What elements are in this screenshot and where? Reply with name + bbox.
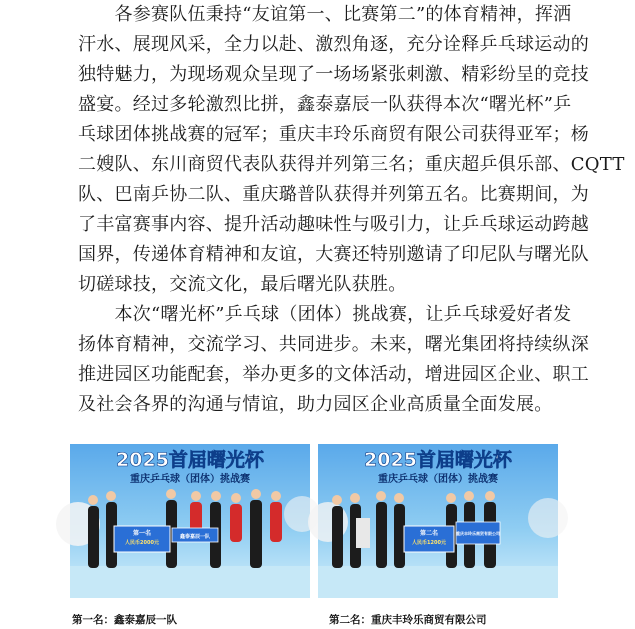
board-label: 第一名 [132, 530, 152, 537]
text-line: 扬体育精神，交流学习、共同进步。未来，曙光集团将持续纵深 [78, 334, 589, 355]
board-prize: 人民币2000元 [125, 540, 159, 546]
photo-caption-first: 第一名：鑫泰嘉辰一队 [72, 614, 177, 626]
text-line: 盛宴。经过多轮激烈比拼，鑫泰嘉辰一队获得本次“曙光杯”乒 [78, 94, 572, 115]
text-line: 二嫂队、东川商贸代表队获得并列第三名；重庆超乒俱乐部、CQTT [78, 154, 625, 175]
banner-subtitle: 重庆乒乓球（团体）挑战赛 [130, 474, 250, 485]
text-line: 队、巴南乒协二队、重庆璐普队获得并列第五名。比赛期间，为 [78, 184, 589, 205]
banner-title: 2025首届曙光杯 [364, 449, 512, 471]
award-photo-image [70, 444, 310, 598]
article-body [78, 0, 625, 420]
text-line: 独特魅力，为现场观众呈现了一场场紧张刺激、精彩纷呈的竞技 [78, 64, 589, 85]
text-line: 各参赛队伍秉持“友谊第一、比赛第二”的体育精神，挥洒 [78, 4, 572, 25]
banner-subtitle: 重庆乒乓球（团体）挑战赛 [378, 474, 498, 485]
award-photo-image [318, 444, 558, 598]
award-photo-second-place [318, 444, 558, 598]
text-line: 了丰富赛事内容、提升活动趣味性与吸引力，让乒乓球运动跨越 [78, 214, 589, 235]
board-team: 重庆丰玲乐商贸有限公司 [456, 531, 500, 536]
board-team: 鑫泰嘉辰一队 [179, 534, 211, 540]
text-line: 国界，传递体育精神和友谊，大赛还特别邀请了印尼队与曙光队 [78, 244, 589, 265]
board-prize: 人民币1200元 [412, 540, 446, 546]
board-label: 第二名 [419, 530, 439, 537]
text-line: 切磋球技，交流文化，最后曙光队获胜。 [78, 274, 407, 295]
award-photo-first-place [70, 444, 310, 598]
text-line: 乓球团体挑战赛的冠军；重庆丰玲乐商贸有限公司获得亚军；杨 [78, 124, 589, 145]
banner-title: 2025首届曙光杯 [116, 449, 264, 471]
text-line: 及社会各界的沟通与情谊，助力园区企业高质量全面发展。 [78, 394, 553, 415]
text-line: 推进园区功能配套，举办更多的文体活动，增进园区企业、职工 [78, 364, 589, 385]
text-line: 本次“曙光杯”乒乓球（团体）挑战赛，让乒乓球爱好者发 [78, 304, 572, 325]
paragraph-2 [78, 300, 589, 420]
paragraph-1 [78, 0, 625, 300]
photo-caption-second: 第二名：重庆丰玲乐商贸有限公司 [329, 614, 487, 626]
text-line: 汗水、展现风采，全力以赴、激烈角逐，充分诠释乒乓球运动的 [78, 34, 589, 55]
